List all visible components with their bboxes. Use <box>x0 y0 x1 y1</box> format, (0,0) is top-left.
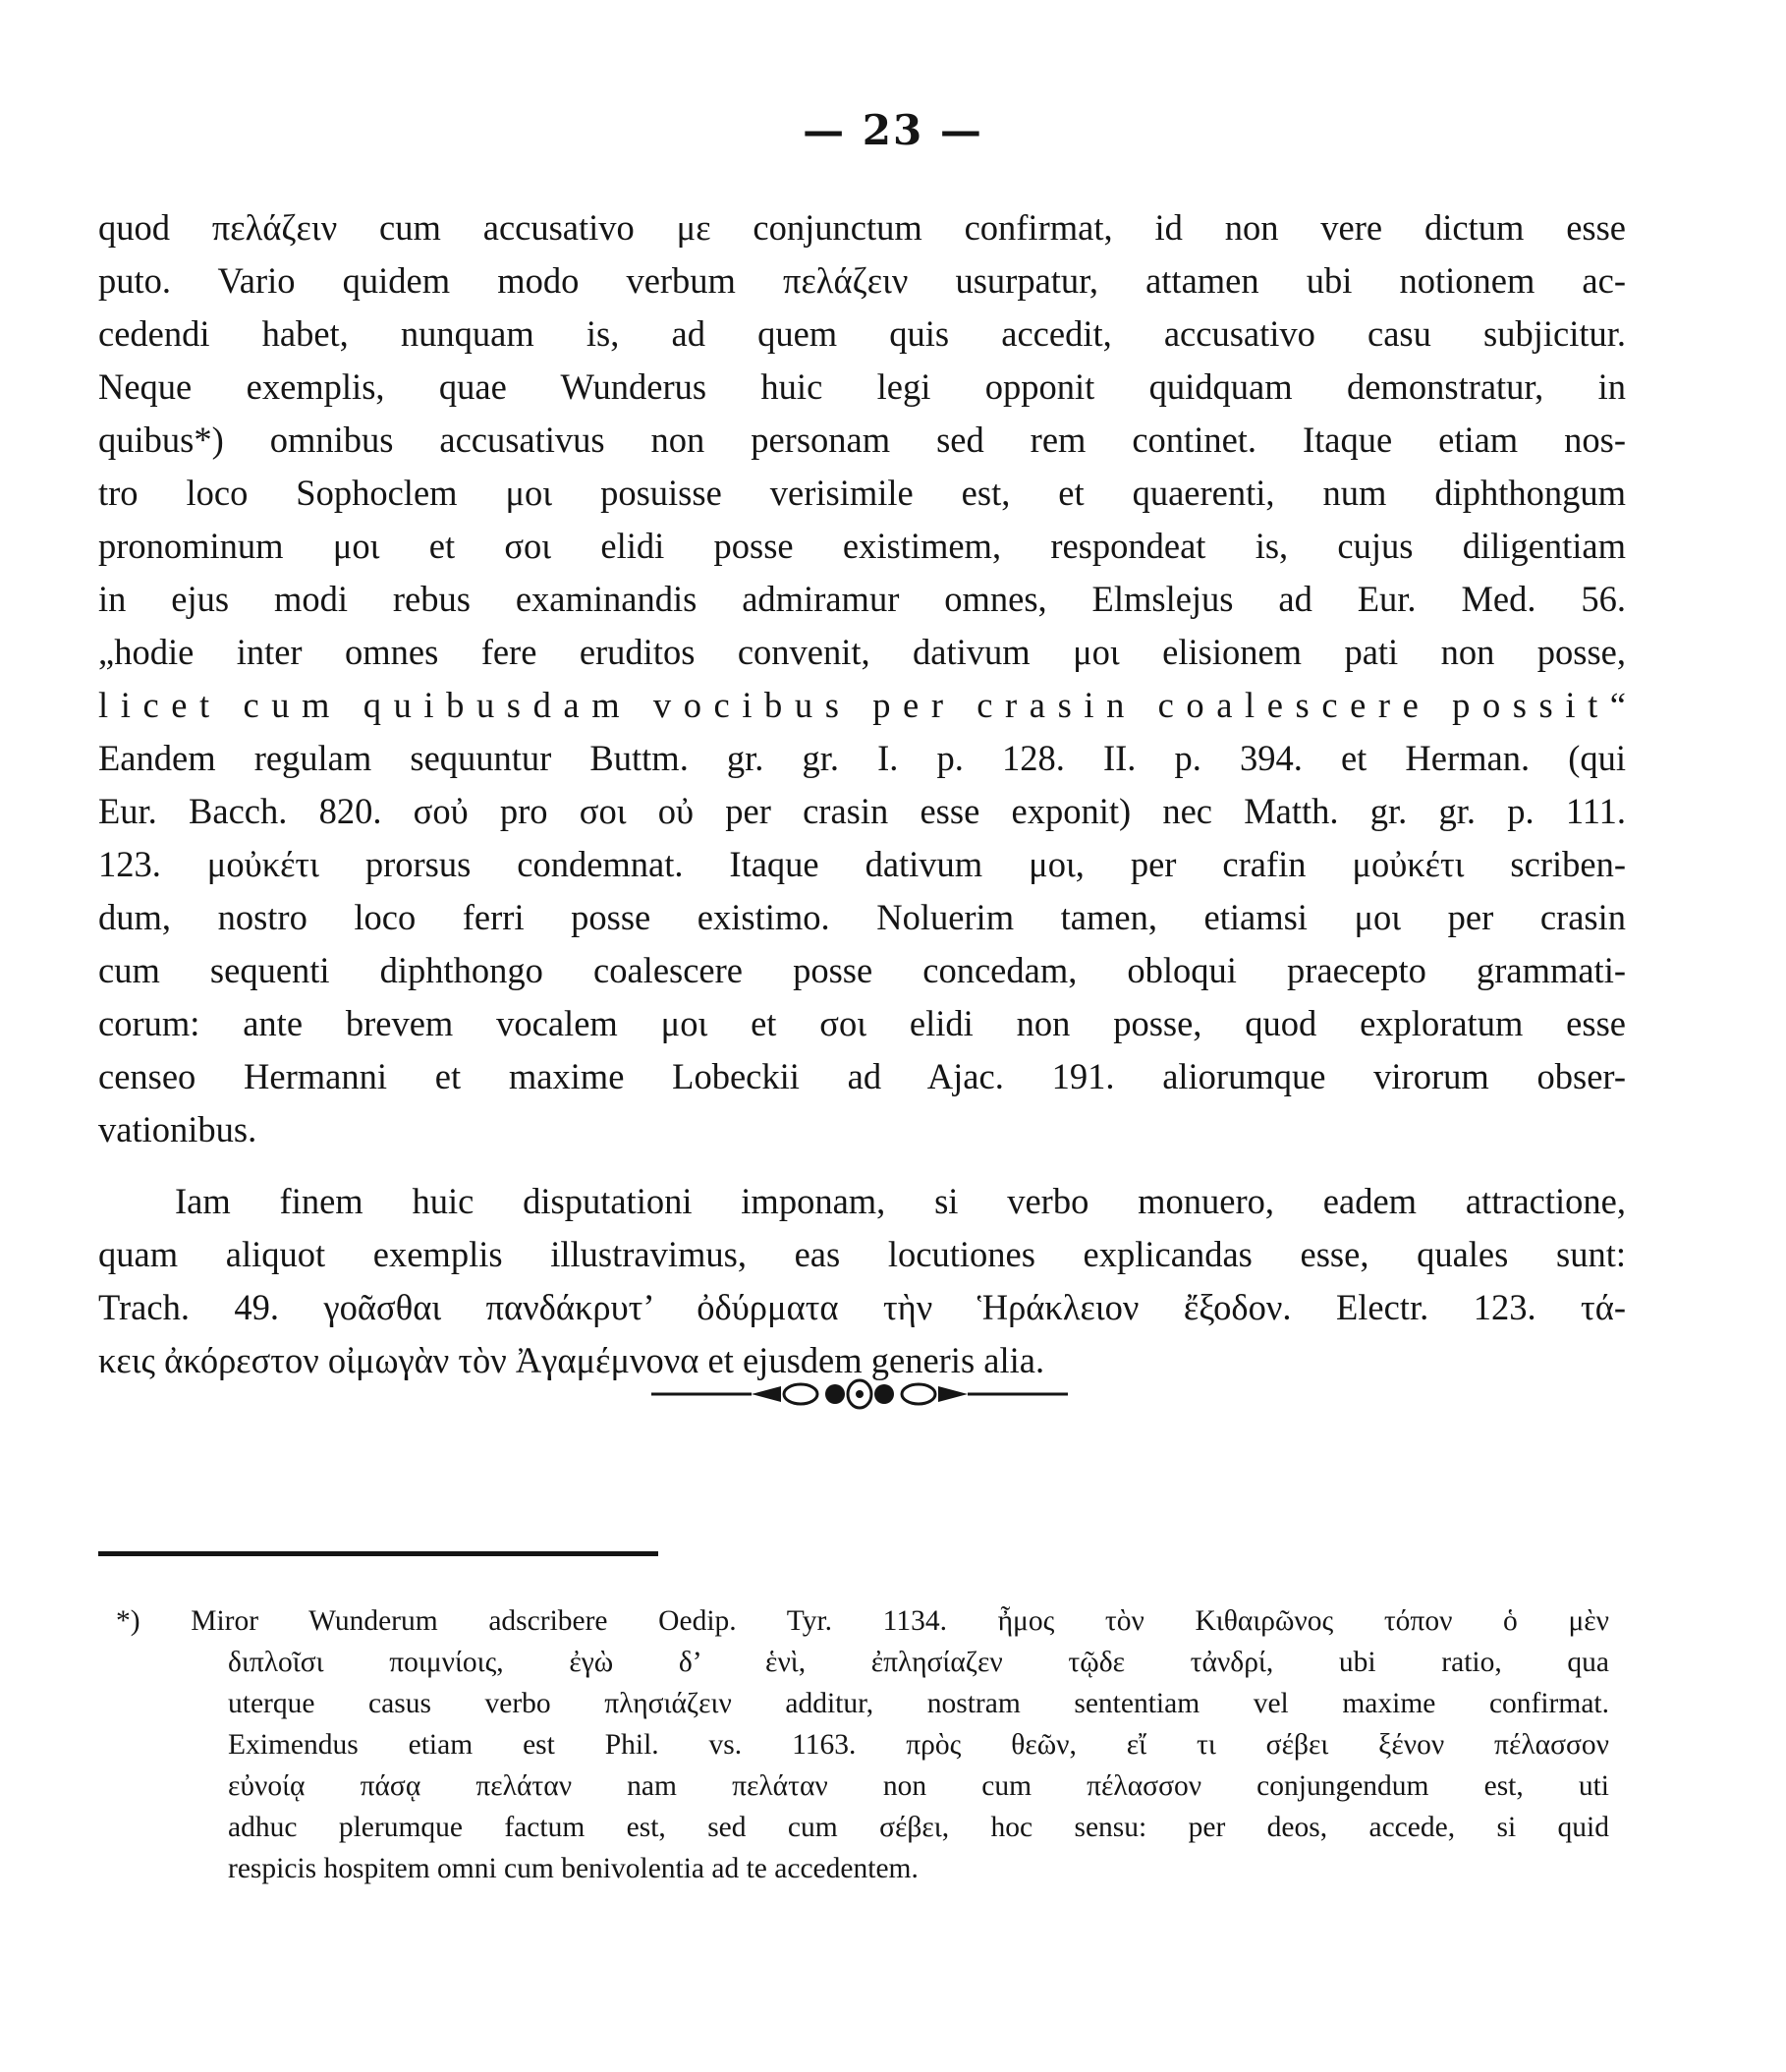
body-line-last: vationibus. <box>98 1109 257 1149</box>
body-line: 123. μοὐκέτι prorsus condemnat. Itaque dativum μοι, per crafin μοὐκέτι scriben- <box>98 844 1626 884</box>
footnote-line: uterque casus verbo πλησιάζειν additur, nostram sententiam vel maxime confirmat. <box>228 1688 1609 1719</box>
body-line: Eandem regulam sequuntur Buttm. gr. gr. I. p. 128. II. p. 394. et Herman. (qui <box>98 738 1626 778</box>
ornament-divider <box>643 1377 1076 1411</box>
body-line: censeo Hermanni et maxime Lobeckii ad Ajac. 191. aliorumque virorum obser- <box>98 1056 1626 1096</box>
body-line-spaced: licet cum quibusdam vocibus per crasin coalescere possit“ <box>98 685 1639 725</box>
footnote-line: *) Miror Wunderum adscribere Oedip. Tyr. 1134. ἦμος τὸν Κιθαιρῶνος τόπον ὁ μὲν <box>116 1605 1609 1637</box>
body-line: puto. Vario quidem modo verbum πελάζειν usurpatur, attamen ubi notionem ac- <box>98 260 1626 301</box>
footnote-line-last: respicis hospitem omni cum benivolentia ad te accedentem. <box>228 1853 919 1884</box>
body-line: cum sequenti diphthongo coalescere posse concedam, obloqui praecepto grammati- <box>98 950 1626 990</box>
body-line: pronominum μοι et σοι elidi posse existimem, respondeat is, cujus diligentiam <box>98 526 1626 566</box>
body-line: Trach. 49. γοᾶσθαι πανδάκρυτ’ ὀδύρματα τὴν Ἡράκλειον ἔξοδον. Electr. 123. τά- <box>98 1287 1626 1327</box>
body-line: quam aliquot exemplis illustravimus, eas locutiones explicandas esse, quales sunt: <box>98 1234 1626 1274</box>
body-line: „hodie inter omnes fere eruditos convenit, dativum μοι elisionem pati non posse, <box>98 632 1626 672</box>
body-line: in ejus modi rebus examinandis admiramur omnes, Elmslejus ad Eur. Med. 56. <box>98 579 1626 619</box>
body-line: tro loco Sophoclem μοι posuisse verisimile est, et quaerenti, num diphthongum <box>98 473 1626 513</box>
body-line: Neque exemplis, quae Wunderus huic legi opponit quidquam demonstratur, in <box>98 366 1626 407</box>
paragraph-first-line: Iam finem huic disputationi imponam, si verbo monuero, eadem attractione, <box>175 1181 1626 1221</box>
footnote-line: adhuc plerumque factum est, sed cum σέβει, hoc sensu: per deos, accede, si quid <box>228 1812 1609 1843</box>
body-line-last: κεις ἀκόρεστον οἰμωγὰν τὸν Ἀγαμέμνονα et ejusdem generis alia. <box>98 1340 1045 1380</box>
footnote-rule <box>98 1551 658 1556</box>
page-number: — 23 — <box>803 106 983 154</box>
footnote-line: εὐνοίᾳ πάσᾳ πελάταν nam πελάταν non cum πέλασσον conjungendum est, uti <box>228 1770 1609 1802</box>
body-line: cedendi habet, nunquam is, ad quem quis accedit, accusativo casu subjicitur. <box>98 313 1626 354</box>
footnote-line: διπλοῖσι ποιμνίοις, ἐγὼ δ’ ἑνὶ, ἐπλησίαζεν τῷδε τἀνδρί, ubi ratio, qua <box>228 1647 1609 1678</box>
body-line: quibus*) omnibus accusativus non personam sed rem continet. Itaque etiam nos- <box>98 420 1626 460</box>
body-line: corum: ante brevem vocalem μοι et σοι elidi non posse, quod exploratum esse <box>98 1003 1626 1043</box>
footnote-line: Eximendus etiam est Phil. vs. 1163. πρὸς θεῶν, εἴ τι σέβει ξένον πέλασσον <box>228 1729 1609 1761</box>
body-line: Eur. Bacch. 820. σοὐ pro σοι οὐ per crasin esse exponit) nec Matth. gr. gr. p. 111. <box>98 791 1626 831</box>
body-line: quod πελάζειν cum accusativo με conjunctum confirmat, id non vere dictum esse <box>98 207 1626 248</box>
body-line: dum, nostro loco ferri posse existimo. Noluerim tamen, etiamsi μοι per crasin <box>98 897 1626 937</box>
